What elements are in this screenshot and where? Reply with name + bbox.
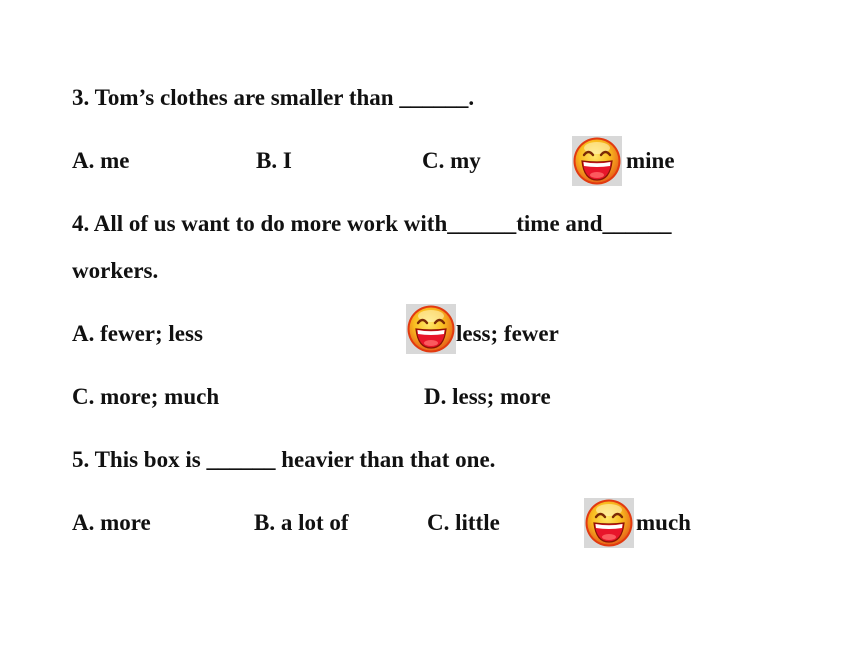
question-5-option-b[interactable]: B. a lot of	[254, 510, 349, 535]
question-4-stem-line1: 4. All of us want to do more work with______time and______	[72, 211, 672, 236]
question-3-option-a[interactable]: A. me	[72, 148, 130, 173]
question-4-option-c[interactable]: C. more; much	[72, 384, 220, 409]
question-3-stem: 3. Tom’s clothes are smaller than ______.	[72, 85, 475, 110]
question-5-option-a[interactable]: A. more	[72, 510, 151, 535]
question-5-stem: 5. This box is ______ heavier than that one.	[72, 447, 496, 472]
question-4-stem-line2: workers.	[72, 258, 159, 283]
question-4-option-a[interactable]: A. fewer; less	[72, 321, 203, 346]
laughing-smiley-icon	[584, 498, 634, 548]
laughing-smiley-icon	[572, 136, 622, 186]
question-4-option-b[interactable]: less; fewer	[456, 321, 559, 346]
question-5-option-d[interactable]: much	[636, 510, 691, 535]
laughing-smiley-icon	[406, 304, 456, 354]
question-5-option-c[interactable]: C. little	[427, 510, 500, 535]
question-3-option-d[interactable]: mine	[626, 148, 675, 173]
question-3-option-b[interactable]: B. I	[256, 148, 292, 173]
question-4-option-d[interactable]: D. less; more	[424, 384, 551, 409]
question-3-option-c[interactable]: C. my	[422, 148, 481, 173]
